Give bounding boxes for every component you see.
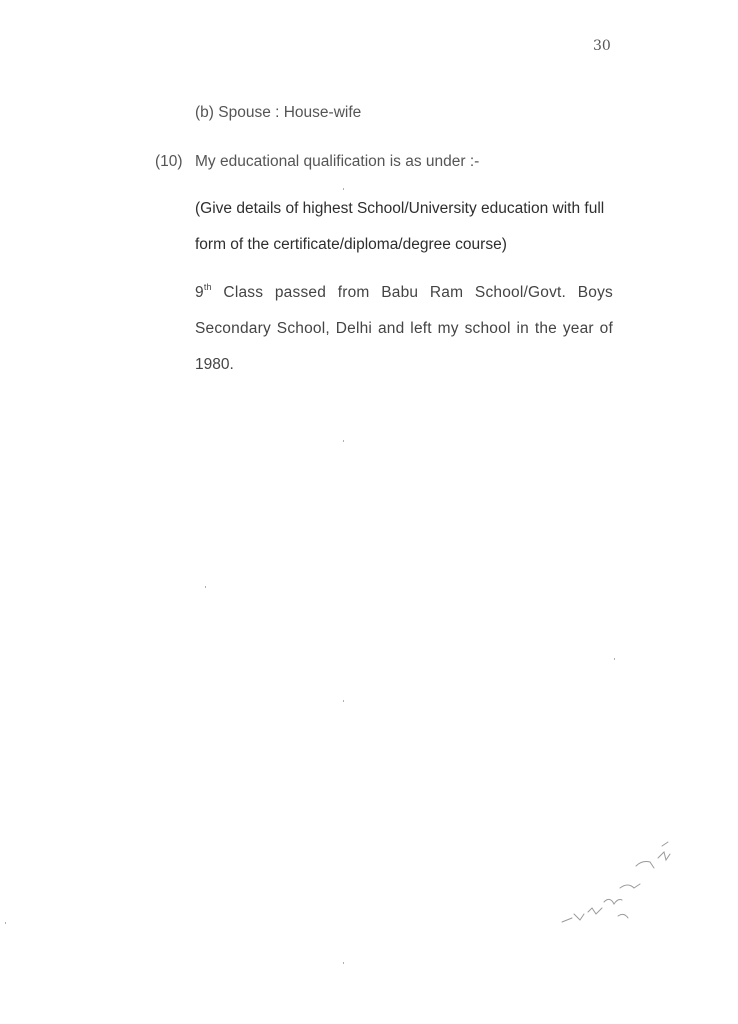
item-text: My educational qualification is as under :- [195, 153, 480, 170]
education-line-1 [195, 284, 613, 302]
scan-speck [343, 962, 344, 964]
scan-speck [614, 658, 615, 660]
scan-speck [343, 188, 344, 190]
spouse-line: (b) Spouse : House-wife [195, 104, 362, 121]
signature-mark [558, 838, 678, 930]
item-number: (10) [155, 153, 183, 170]
scan-speck [205, 586, 206, 588]
education-line-1-text: Class passed from Babu Ram School/Govt. Boys [211, 284, 613, 301]
scan-speck [343, 440, 344, 442]
ordinal-suffix: th [203, 282, 212, 292]
education-line-2: Secondary School, Delhi and left my school in the year of [195, 320, 613, 337]
instruction-line-2: form of the certificate/diploma/degree course) [195, 236, 507, 253]
page-number: 30 [593, 38, 611, 54]
education-line-3: 1980. [195, 356, 234, 373]
class-number: 9 [195, 284, 204, 301]
scan-speck [343, 700, 344, 702]
scan-speck [5, 922, 6, 924]
instruction-line-1: (Give details of highest School/University education with full [195, 200, 605, 217]
